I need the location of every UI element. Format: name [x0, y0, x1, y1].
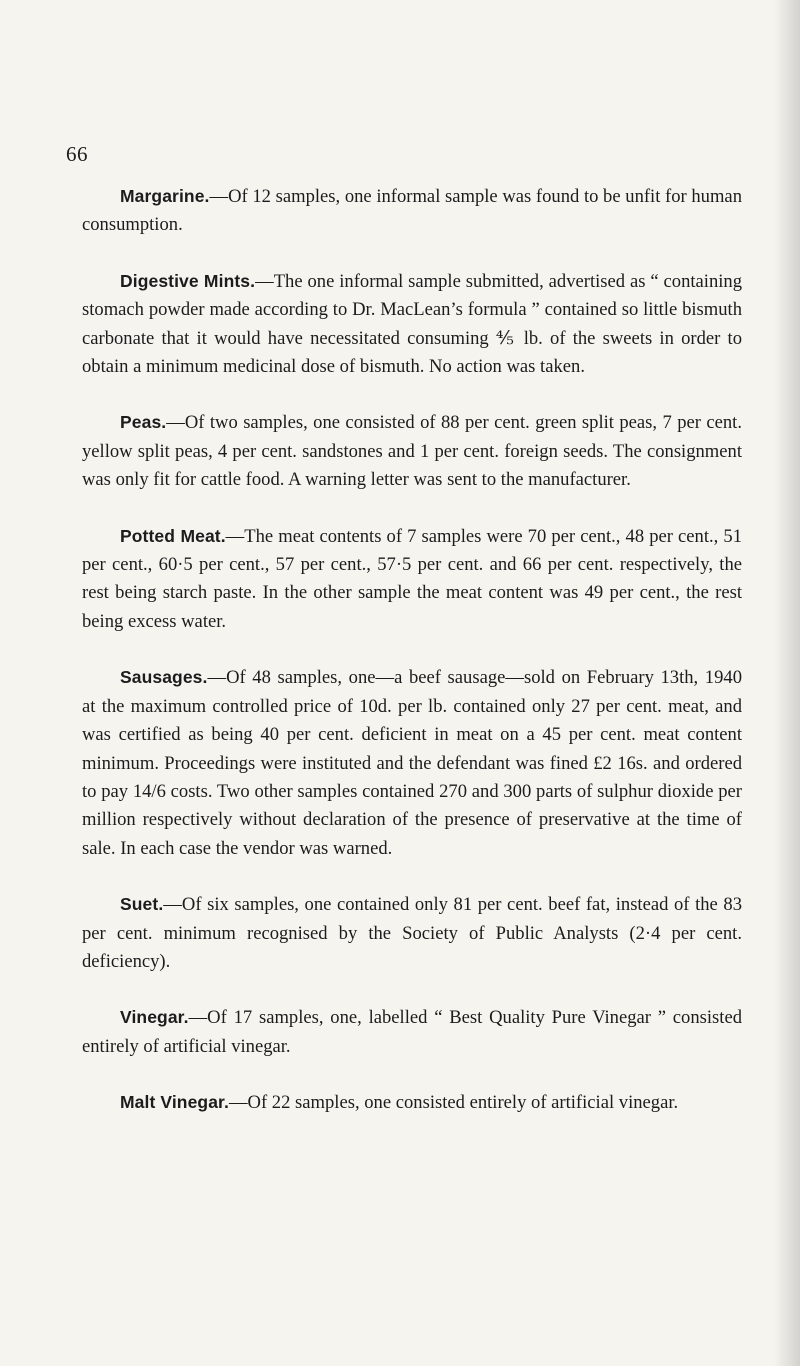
section-potted-meat [82, 522, 742, 637]
section-heading: Vinegar. [120, 1007, 189, 1028]
section-text: —Of six samples, one contained only 81 per cent. beef fat, instead of the 83 per cent. minimum recognised by the Society of Public Analysts (2·4 per cent. deficiency). [82, 894, 742, 972]
section-suet [82, 890, 742, 976]
section-peas [82, 408, 742, 494]
section-text: —The one informal sample submitted, advertised as “ containing stomach powder made according to Dr. MacLean’s formula ” contained so little bismuth carbonate that it would have necessitated consuming ⅘ lb. of the sweets in order to obtain a minimum medicinal dose of bismuth. No action was taken. [82, 270, 743, 378]
section-text: —Of 22 samples, one consisted entirely of artificial vinegar. [228, 1092, 679, 1114]
section-text: —The meat contents of 7 samples were 70 per cent., 48 per cent., 51 per cent., 60·5 per cent., 57 per cent., 57·5 per cent. and 66 per cent. respectively, the rest being starch paste. In the other sample the meat content was 49 per cent., the rest being excess water. [82, 525, 742, 632]
section-heading: Malt Vinegar. [120, 1092, 229, 1113]
section-malt-vinegar [82, 1088, 742, 1117]
section-vinegar [82, 1003, 742, 1061]
page-number: 66 [66, 142, 88, 166]
section-sausages [82, 663, 742, 863]
section-text: —Of 48 samples, one—a beef sausage—sold on February 13th, 1940 at the maximum controlled price of 10d. per lb. contained only 27 per cent. meat, and was certified as being 40 per cent. deficient in meat on a 45 per cent. meat content minimum. Proceedings were instituted and the defendant was fined £2 16s. and ordered to pay 14/6 costs. Two other samples contained 270 and 300 parts of sulphur dioxide per million respectively without declaration of the presence of preservative at the time of sale. In each case the vendor was warned. [82, 667, 742, 859]
page-edge-shadow [774, 0, 800, 1366]
section-text: —Of 12 samples, one informal sample was found to be unfit for human consumption. [82, 186, 742, 236]
section-digestive-mints [82, 267, 742, 382]
section-heading: Sausages. [120, 667, 208, 688]
section-heading: Suet. [120, 894, 164, 915]
section-text: —Of 17 samples, one, labelled “ Best Quality Pure Vinegar ” consisted entirely of artificial vinegar. [82, 1007, 742, 1057]
section-heading: Peas. [120, 412, 167, 433]
section-margarine [82, 182, 742, 240]
section-text: —Of two samples, one consisted of 88 per cent. green split peas, 7 per cent. yellow split peas, 4 per cent. sandstones and 1 per cent. foreign seeds. The consignment was only fit for cattle food. A warning letter was sent to the manufacturer. [82, 412, 742, 491]
section-heading: Potted Meat. [120, 525, 226, 546]
section-heading: Digestive Mints. [120, 270, 256, 291]
section-heading: Margarine. [120, 186, 210, 206]
report-body [82, 182, 742, 1145]
